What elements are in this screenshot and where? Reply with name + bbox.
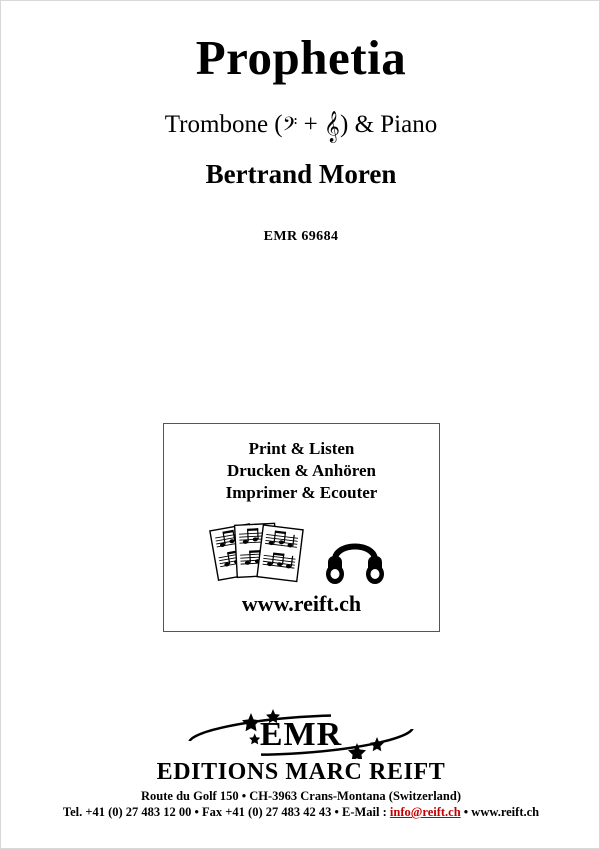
promo-icon-graphics xyxy=(202,516,402,588)
sheet-music-icon xyxy=(209,523,302,581)
promo-website[interactable]: www.reift.ch xyxy=(241,591,362,616)
bass-clef-icon: 𝄢 xyxy=(282,114,298,140)
emr-logo xyxy=(1,707,600,764)
instrumentation-line xyxy=(1,111,600,142)
publisher-name: EDITIONS MARC REIFT xyxy=(156,759,446,785)
promo-text-block xyxy=(164,438,439,504)
instrumentation-plus: + xyxy=(297,111,325,138)
contact-email-link[interactable]: info@reift.ch xyxy=(389,805,461,819)
instrumentation-prefix: Trombone ( xyxy=(164,111,283,138)
emr-logo-graphic xyxy=(181,707,421,759)
promo-icons xyxy=(164,516,439,588)
promo-line-english: Print & Listen xyxy=(248,439,355,458)
publisher-address: Route du Golf 150 • CH-3963 Crans-Montana (Switzerland) xyxy=(141,789,461,803)
page-title: Prophetia xyxy=(195,30,407,85)
print-and-listen-box xyxy=(163,423,440,632)
publisher-contact xyxy=(1,805,600,820)
emr-logo-text: EMR xyxy=(259,716,343,753)
promo-line-french: Imprimer & Ecouter xyxy=(225,483,378,502)
contact-phone-fax-prefix: Tel. +41 (0) 27 483 12 00 • Fax +41 (0) 27 483 42 43 • E-Mail : xyxy=(62,805,390,819)
treble-clef-icon: 𝄞 xyxy=(324,111,340,142)
catalogue-reference: EMR 69684 xyxy=(263,229,339,244)
composer-name: Bertrand Moren xyxy=(205,159,397,189)
promo-line-german: Drucken & Anhören xyxy=(227,461,376,480)
contact-website-suffix: • www.reift.ch xyxy=(460,805,540,819)
headphones-icon xyxy=(326,544,384,585)
instrumentation-suffix: ) & Piano xyxy=(340,111,438,138)
